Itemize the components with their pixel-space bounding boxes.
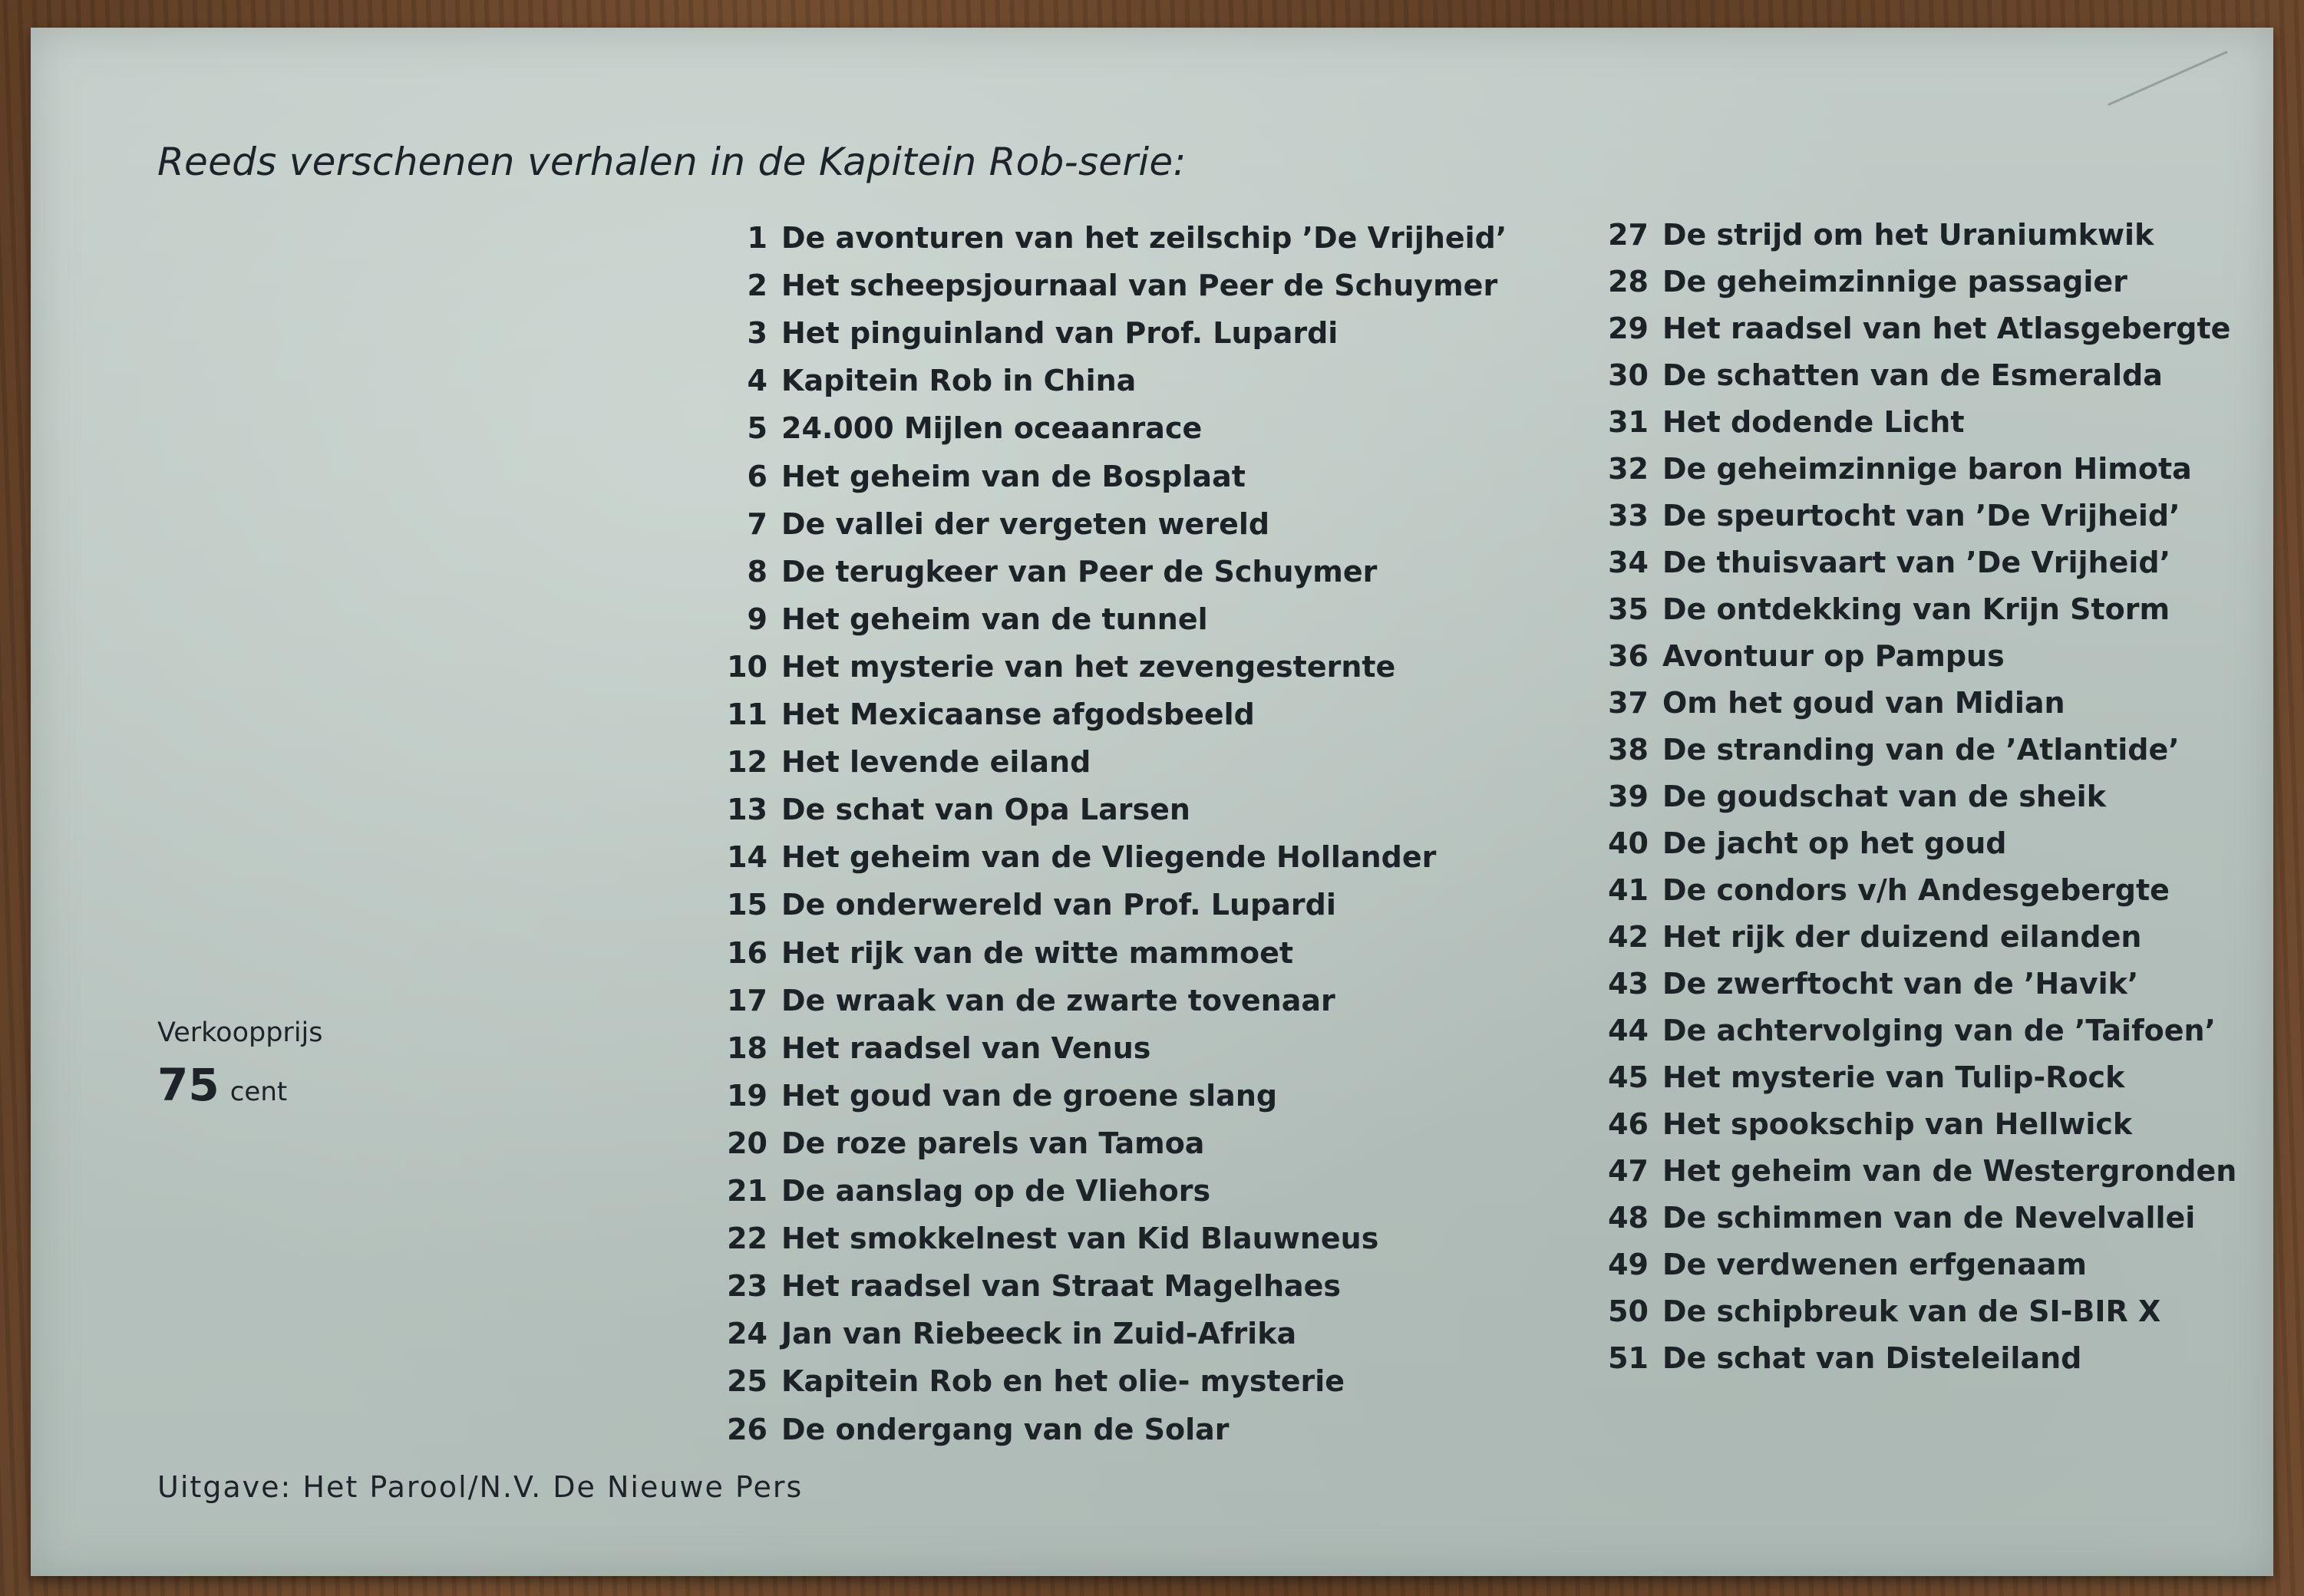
title-list-item: [721, 1311, 1296, 1357]
title-number: 15: [727, 888, 767, 922]
title-text: De geheimzinnige baron Himota: [1662, 452, 2192, 486]
title-number: 44: [1608, 1014, 1649, 1047]
title-number: 39: [1608, 780, 1649, 813]
title-number: 7: [747, 506, 767, 541]
title-list-item: [1596, 1288, 2160, 1334]
title-list-item: [721, 1406, 1230, 1453]
title-list-item: [721, 262, 1497, 308]
title-text: De avonturen van het zeilschip ’De Vrijheid’: [781, 221, 1507, 255]
title-text: Het smokkelnest van Kid Blauwneus: [781, 1222, 1379, 1256]
title-list-item: [721, 501, 1269, 547]
title-list-item: [1596, 1242, 2087, 1288]
title-list-item: [721, 978, 1335, 1024]
title-text: Het mysterie van het zevengesternte: [781, 649, 1396, 684]
title-text: 24.000 Mijlen oceaanrace: [781, 411, 1203, 446]
title-number: 40: [1608, 826, 1649, 860]
title-text: Het raadsel van Straat Magelhaes: [781, 1269, 1342, 1304]
title-text: Het geheim van de Vliegende Hollander: [781, 840, 1437, 875]
title-number: 19: [727, 1078, 767, 1113]
title-list-item: [721, 1263, 1341, 1309]
title-number: 13: [727, 793, 767, 827]
title-number: 11: [727, 697, 767, 731]
title-number: 12: [727, 745, 767, 780]
title-number: 26: [727, 1412, 767, 1446]
title-list-item: [1596, 493, 2180, 539]
title-list-item: [1596, 680, 2065, 726]
title-number: 37: [1608, 686, 1649, 720]
title-list-item: [1596, 399, 1965, 445]
title-text: Het levende eiland: [781, 745, 1091, 780]
title-number: 33: [1608, 499, 1649, 533]
title-text: Het dodende Licht: [1662, 405, 1965, 439]
title-list-item: [1596, 539, 2170, 585]
price-unit: cent: [229, 1077, 288, 1107]
title-list-item: [721, 786, 1190, 833]
title-number: 3: [747, 316, 767, 351]
title-number: 22: [727, 1222, 767, 1256]
price-label: Verkoopprijs: [157, 1017, 323, 1048]
title-list-item: [721, 549, 1377, 595]
title-list-item: [721, 1358, 1345, 1404]
publisher-line: Uitgave: Het Parool/N.V. De Nieuwe Pers: [157, 1470, 804, 1504]
title-list-item: [721, 930, 1293, 976]
title-number: 41: [1608, 873, 1649, 907]
title-list-item: [721, 596, 1208, 642]
title-text: De verdwenen erfgenaam: [1662, 1248, 2087, 1281]
title-list-item: [1596, 305, 2230, 351]
title-text: Het raadsel van het Atlasgebergte: [1662, 312, 2231, 345]
title-list-item: [721, 739, 1091, 785]
title-number: 31: [1608, 405, 1649, 439]
title-list-item: [1596, 961, 2138, 1007]
title-list-item: [1596, 212, 2154, 258]
title-number: 27: [1608, 218, 1649, 252]
title-list-item: [1596, 1054, 2124, 1100]
title-text: Het rijk van de witte mammoet: [781, 935, 1294, 970]
title-number: 16: [727, 935, 767, 970]
title-number: 50: [1608, 1294, 1649, 1328]
title-number: 35: [1608, 592, 1649, 626]
title-text: De zwerftocht van de ’Havik’: [1662, 967, 2139, 1001]
title-list-item: [721, 453, 1246, 500]
title-text: De goudschat van de sheik: [1662, 780, 2106, 813]
title-text: Het rijk der duizend eilanden: [1662, 920, 2142, 954]
title-text: De geheimzinnige passagier: [1662, 265, 2127, 298]
title-text: Kapitein Rob en het olie- mysterie: [781, 1364, 1345, 1399]
title-text: Avontuur op Pampus: [1662, 639, 2005, 673]
title-number: 24: [727, 1317, 767, 1351]
title-number: 36: [1608, 639, 1649, 673]
title-list-item: [721, 1168, 1210, 1214]
title-number: 34: [1608, 546, 1649, 579]
title-text: De schat van Disteleiland: [1662, 1341, 2082, 1375]
title-list-item: [1596, 1195, 2195, 1241]
title-list-item: [1596, 867, 2170, 913]
title-text: De schatten van de Esmeralda: [1662, 358, 2163, 392]
title-text: De condors v/h Andesgebergte: [1662, 873, 2170, 907]
title-text: De schimmen van de Nevelvallei: [1662, 1201, 2196, 1235]
title-number: 42: [1608, 920, 1649, 954]
title-text: De schipbreuk van de SI-BIR X: [1662, 1294, 2161, 1328]
title-list-item: [721, 1215, 1378, 1261]
title-number: 46: [1608, 1107, 1649, 1141]
title-number: 10: [727, 649, 767, 684]
title-number: 38: [1608, 733, 1649, 767]
price-value: 75: [157, 1059, 220, 1111]
title-number: 9: [747, 602, 767, 636]
title-text: De wraak van de zwarte tovenaar: [781, 983, 1335, 1017]
title-list-item: [721, 834, 1436, 880]
price-block: [157, 1014, 323, 1111]
title-text: Het mysterie van Tulip-Rock: [1662, 1060, 2125, 1094]
title-text: De schat van Opa Larsen: [781, 793, 1190, 827]
title-text: De thuisvaart van ’De Vrijheid’: [1662, 546, 2171, 579]
title-number: 2: [747, 269, 767, 303]
title-list-item: [1596, 352, 2163, 398]
title-list-item: [1596, 1007, 2216, 1054]
title-number: 30: [1608, 358, 1649, 392]
paper-crease: [2108, 51, 2228, 106]
title-text: De jacht op het goud: [1662, 826, 2007, 860]
title-text: Het geheim van de Westergronden: [1662, 1154, 2237, 1188]
series-heading: Reeds verschenen verhalen in de Kapitein Rob-serie:: [157, 140, 1187, 184]
title-number: 32: [1608, 452, 1649, 486]
title-list-item: [721, 215, 1507, 261]
title-list-item: [721, 691, 1255, 737]
title-number: 47: [1608, 1154, 1649, 1188]
title-list-item: [1596, 586, 2170, 632]
title-list-item: [721, 1073, 1277, 1119]
title-number: 21: [727, 1174, 767, 1208]
title-number: 5: [747, 411, 767, 446]
title-number: 25: [727, 1364, 767, 1399]
title-text: Kapitein Rob in China: [781, 364, 1137, 398]
title-number: 20: [727, 1126, 767, 1160]
title-number: 29: [1608, 312, 1649, 345]
title-number: 8: [747, 554, 767, 589]
price-line: [157, 1059, 323, 1111]
title-text: De aanslag op de Vliehors: [781, 1174, 1211, 1208]
title-list-item: [721, 310, 1338, 356]
booklet-back-cover: [31, 28, 2273, 1576]
title-text: De strijd om het Uraniumkwik: [1662, 218, 2154, 252]
title-number: 14: [727, 840, 767, 875]
title-text: Jan van Riebeeck in Zuid-Afrika: [781, 1317, 1297, 1351]
title-text: De stranding van de ’Atlantide’: [1662, 733, 2180, 767]
title-number: 18: [727, 1030, 767, 1065]
title-number: 49: [1608, 1248, 1649, 1281]
title-list-item: [721, 358, 1136, 404]
title-text: De vallei der vergeten wereld: [781, 506, 1270, 541]
title-text: Het Mexicaanse afgodsbeeld: [781, 697, 1255, 731]
title-list-item: [1596, 1148, 2236, 1194]
title-list-item: [721, 1025, 1150, 1071]
title-text: De ondergang van de Solar: [781, 1412, 1230, 1446]
title-number: 45: [1608, 1060, 1649, 1094]
title-text: Het goud van de groene slang: [781, 1078, 1278, 1113]
title-list-item: [1596, 727, 2180, 773]
title-list-item: [1596, 259, 2127, 305]
title-number: 43: [1608, 967, 1649, 1001]
title-list-item: [721, 405, 1202, 451]
title-number: 28: [1608, 265, 1649, 298]
title-list-item: [1596, 820, 2007, 866]
title-list-item: [721, 1120, 1204, 1166]
title-text: Het spookschip van Hellwick: [1662, 1107, 2133, 1141]
title-text: De achtervolging van de ’Taifoen’: [1662, 1014, 2216, 1047]
title-text: De ontdekking van Krijn Storm: [1662, 592, 2170, 626]
title-text: Het scheepsjournaal van Peer de Schuymer: [781, 269, 1498, 303]
title-text: De speurtocht van ’De Vrijheid’: [1662, 499, 2180, 533]
title-list-item: [1596, 773, 2106, 819]
title-number: 51: [1608, 1341, 1649, 1375]
title-list-item: [1596, 446, 2192, 492]
title-number: 6: [747, 459, 767, 493]
title-list-item: [1596, 914, 2141, 960]
title-number: 23: [727, 1269, 767, 1304]
title-text: Het pinguinland van Prof. Lupardi: [781, 316, 1338, 351]
title-text: Het geheim van de tunnel: [781, 602, 1208, 636]
title-text: De roze parels van Tamoa: [781, 1126, 1205, 1160]
title-text: De terugkeer van Peer de Schuymer: [781, 554, 1378, 589]
title-list-item: [721, 644, 1395, 690]
title-number: 48: [1608, 1201, 1649, 1235]
title-number: 4: [747, 364, 767, 398]
title-text: Om het goud van Midian: [1662, 686, 2065, 720]
title-list-item: [721, 882, 1336, 928]
title-number: 17: [727, 983, 767, 1017]
title-list-item: [1596, 1101, 2132, 1147]
title-list-item: [1596, 1335, 2081, 1381]
title-list-item: [1596, 633, 2005, 679]
title-text: De onderwereld van Prof. Lupardi: [781, 888, 1336, 922]
title-text: Het geheim van de Bosplaat: [781, 459, 1246, 493]
title-text: Het raadsel van Venus: [781, 1030, 1151, 1065]
title-number: 1: [747, 221, 767, 255]
